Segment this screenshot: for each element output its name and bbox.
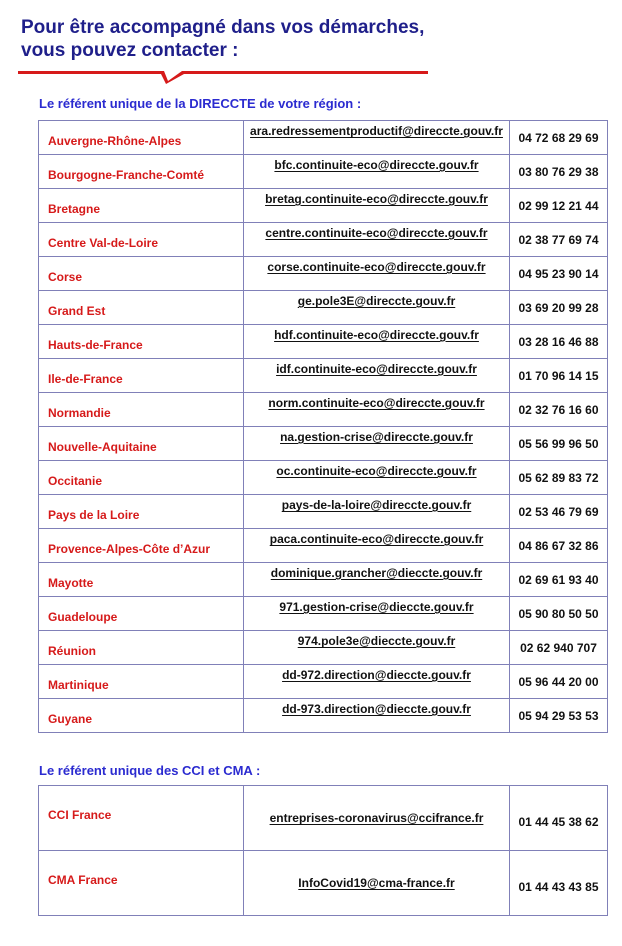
email-link[interactable]: paca.continuite-eco@direccte.gouv.fr (269, 532, 484, 546)
contact-row (39, 851, 608, 916)
email-link[interactable]: 974.pole3e@dieccte.gouv.fr (297, 634, 456, 648)
email-cell (244, 699, 510, 733)
email-cell (244, 495, 510, 529)
region-name: Auvergne-Rhône-Alpes (39, 121, 244, 155)
email-cell (244, 393, 510, 427)
region-name: Bretagne (39, 189, 244, 223)
email-link[interactable]: pays-de-la-loire@direccte.gouv.fr (281, 498, 472, 512)
contact-row (39, 699, 608, 733)
direccte-contacts-table (38, 120, 608, 733)
region-name: CCI France (39, 786, 244, 851)
contact-row (39, 223, 608, 257)
contact-row (39, 257, 608, 291)
region-name: Guadeloupe (39, 597, 244, 631)
email-link[interactable]: entreprises-coronavirus@ccifrance.fr (269, 811, 484, 825)
region-name: Hauts-de-France (39, 325, 244, 359)
phone-number: 02 53 46 79 69 (510, 495, 608, 529)
phone-number: 04 86 67 32 86 (510, 529, 608, 563)
phone-number: 01 44 43 43 85 (510, 851, 608, 916)
contact-row (39, 189, 608, 223)
email-cell (244, 631, 510, 665)
email-link[interactable]: dd-973.direction@dieccte.gouv.fr (282, 702, 471, 716)
region-name: Occitanie (39, 461, 244, 495)
email-cell (244, 427, 510, 461)
phone-number: 03 69 20 99 28 (510, 291, 608, 325)
email-cell (244, 597, 510, 631)
email-link[interactable]: bfc.continuite-eco@direccte.gouv.fr (274, 158, 479, 172)
email-cell (244, 359, 510, 393)
contact-row (39, 631, 608, 665)
region-name: Normandie (39, 393, 244, 427)
email-cell (244, 529, 510, 563)
phone-number: 05 56 99 96 50 (510, 427, 608, 461)
contact-row (39, 393, 608, 427)
email-cell (244, 665, 510, 699)
contact-row (39, 665, 608, 699)
contact-row (39, 427, 608, 461)
region-name: Nouvelle-Aquitaine (39, 427, 244, 461)
contact-row (39, 461, 608, 495)
phone-number: 02 32 76 16 60 (510, 393, 608, 427)
email-cell (244, 563, 510, 597)
email-link[interactable]: ge.pole3E@direccte.gouv.fr (297, 294, 456, 308)
email-link[interactable]: bretag.continuite-eco@direccte.gouv.fr (265, 192, 488, 206)
contact-row (39, 359, 608, 393)
email-cell (244, 461, 510, 495)
email-cell (244, 189, 510, 223)
phone-number: 03 80 76 29 38 (510, 155, 608, 189)
email-cell (244, 851, 510, 916)
direccte-section-label: Le référent unique de la DIRECCTE de votre région : (39, 96, 362, 111)
email-link[interactable]: hdf.continuite-eco@direccte.gouv.fr (274, 328, 479, 342)
contact-row (39, 155, 608, 189)
region-name: Corse (39, 257, 244, 291)
phone-number: 05 96 44 20 00 (510, 665, 608, 699)
title-line-1: Pour être accompagné dans vos démarches, (21, 17, 425, 38)
email-link[interactable]: norm.continuite-eco@direccte.gouv.fr (268, 396, 485, 410)
email-cell (244, 155, 510, 189)
title-line-2: vous pouvez contacter : (21, 40, 239, 61)
region-name: Martinique (39, 665, 244, 699)
region-name: Pays de la Loire (39, 495, 244, 529)
contact-row (39, 495, 608, 529)
contact-row (39, 563, 608, 597)
phone-number: 03 28 16 46 88 (510, 325, 608, 359)
email-link[interactable]: centre.continuite-eco@direccte.gouv.fr (265, 226, 488, 240)
phone-number: 02 99 12 21 44 (510, 189, 608, 223)
region-name: Réunion (39, 631, 244, 665)
region-name: Bourgogne-Franche-Comté (39, 155, 244, 189)
cci-cma-section-label: Le référent unique des CCI et CMA : (39, 763, 261, 778)
region-name: Ile-de-France (39, 359, 244, 393)
email-cell (244, 223, 510, 257)
email-link[interactable]: na.gestion-crise@direccte.gouv.fr (280, 430, 473, 444)
phone-number: 01 70 96 14 15 (510, 359, 608, 393)
region-name: CMA France (39, 851, 244, 916)
email-cell (244, 325, 510, 359)
email-link[interactable]: InfoCovid19@cma-france.fr (298, 876, 455, 890)
contact-row (39, 291, 608, 325)
email-link[interactable]: 971.gestion-crise@dieccte.gouv.fr (279, 600, 474, 614)
region-name: Grand Est (39, 291, 244, 325)
email-link[interactable]: dominique.grancher@dieccte.gouv.fr (270, 566, 483, 580)
contact-row (39, 786, 608, 851)
email-link[interactable]: oc.continuite-eco@direccte.gouv.fr (276, 464, 477, 478)
email-link[interactable]: ara.redressementproductif@direccte.gouv.fr (250, 124, 503, 138)
region-name: Provence-Alpes-Côte d’Azur (39, 529, 244, 563)
phone-number: 02 38 77 69 74 (510, 223, 608, 257)
phone-number: 05 94 29 53 53 (510, 699, 608, 733)
region-name: Mayotte (39, 563, 244, 597)
email-cell (244, 121, 510, 155)
phone-number: 01 44 45 38 62 (510, 786, 608, 851)
title-underline-decoration (18, 62, 430, 84)
phone-number: 04 72 68 29 69 (510, 121, 608, 155)
phone-number: 05 62 89 83 72 (510, 461, 608, 495)
phone-number: 02 62 940 707 (510, 631, 608, 665)
region-name: Centre Val-de-Loire (39, 223, 244, 257)
phone-number: 02 69 61 93 40 (510, 563, 608, 597)
cci-cma-contacts-table (38, 785, 608, 916)
contact-row (39, 529, 608, 563)
email-cell (244, 257, 510, 291)
contact-row (39, 121, 608, 155)
contact-row (39, 597, 608, 631)
contact-row (39, 325, 608, 359)
email-cell (244, 786, 510, 851)
email-cell (244, 291, 510, 325)
phone-number: 05 90 80 50 50 (510, 597, 608, 631)
region-name: Guyane (39, 699, 244, 733)
email-link[interactable]: corse.continuite-eco@direccte.gouv.fr (267, 260, 486, 274)
page-title (21, 16, 424, 62)
email-link[interactable]: dd-972.direction@dieccte.gouv.fr (282, 668, 471, 682)
phone-number: 04 95 23 90 14 (510, 257, 608, 291)
email-link[interactable]: idf.continuite-eco@direccte.gouv.fr (276, 362, 477, 376)
